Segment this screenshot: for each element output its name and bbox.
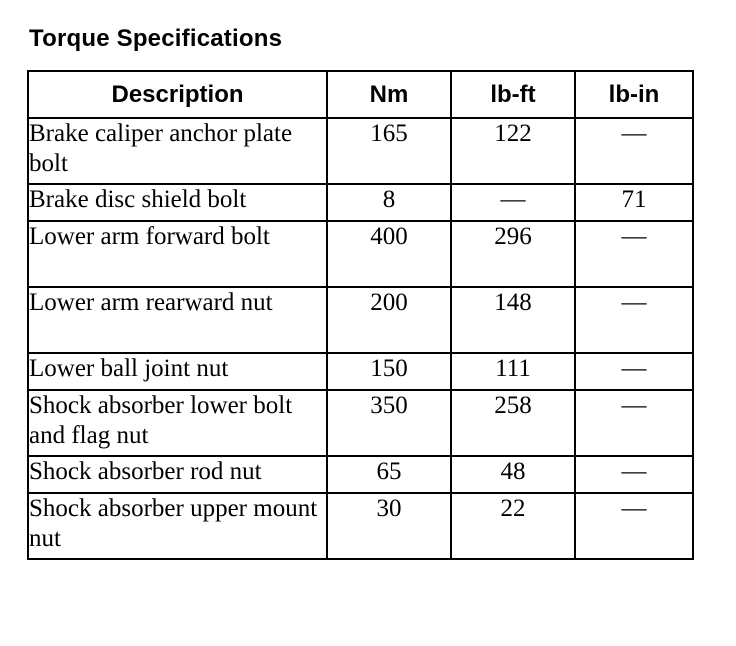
nm-cell: 200	[327, 287, 451, 353]
document-title: Torque Specifications	[29, 25, 283, 52]
description-cell: Brake caliper anchor plate bolt	[28, 118, 327, 184]
lb-ft-cell: 296	[451, 221, 575, 287]
description-cell: Lower arm rearward nut	[28, 287, 327, 353]
description-cell: Shock absorber upper mount nut	[28, 493, 327, 559]
nm-cell: 30	[327, 493, 451, 559]
nm-cell: 8	[327, 184, 451, 221]
description-cell: Lower ball joint nut	[28, 353, 327, 390]
header-nm: Nm	[327, 71, 451, 118]
torque-spec-table	[27, 70, 694, 560]
lb-ft-cell: 22	[451, 493, 575, 559]
lb-ft-cell: 111	[451, 353, 575, 390]
nm-cell: 150	[327, 353, 451, 390]
lb-in-cell: 71	[575, 184, 693, 221]
lb-in-cell: —	[575, 390, 693, 456]
nm-cell: 165	[327, 118, 451, 184]
table-row	[28, 353, 693, 390]
table-header-row	[28, 71, 693, 118]
table-row	[28, 287, 693, 353]
lb-in-cell: —	[575, 456, 693, 493]
header-description: Description	[28, 71, 327, 118]
table-row	[28, 118, 693, 184]
lb-in-cell: —	[575, 353, 693, 390]
lb-in-cell: —	[575, 118, 693, 184]
table-row	[28, 493, 693, 559]
table-row	[28, 221, 693, 287]
description-cell: Lower arm forward bolt	[28, 221, 327, 287]
table-row	[28, 456, 693, 493]
description-cell: Shock absorber rod nut	[28, 456, 327, 493]
lb-ft-cell: 148	[451, 287, 575, 353]
lb-in-cell: —	[575, 287, 693, 353]
nm-cell: 65	[327, 456, 451, 493]
lb-ft-cell: 122	[451, 118, 575, 184]
lb-ft-cell: 258	[451, 390, 575, 456]
lb-ft-cell: —	[451, 184, 575, 221]
lb-ft-cell: 48	[451, 456, 575, 493]
table-row	[28, 184, 693, 221]
description-cell: Brake disc shield bolt	[28, 184, 327, 221]
header-lb-in: lb-in	[575, 71, 693, 118]
lb-in-cell: —	[575, 493, 693, 559]
nm-cell: 350	[327, 390, 451, 456]
description-cell: Shock absorber lower bolt and flag nut	[28, 390, 327, 456]
lb-in-cell: —	[575, 221, 693, 287]
table-row	[28, 390, 693, 456]
nm-cell: 400	[327, 221, 451, 287]
header-lb-ft: lb-ft	[451, 71, 575, 118]
